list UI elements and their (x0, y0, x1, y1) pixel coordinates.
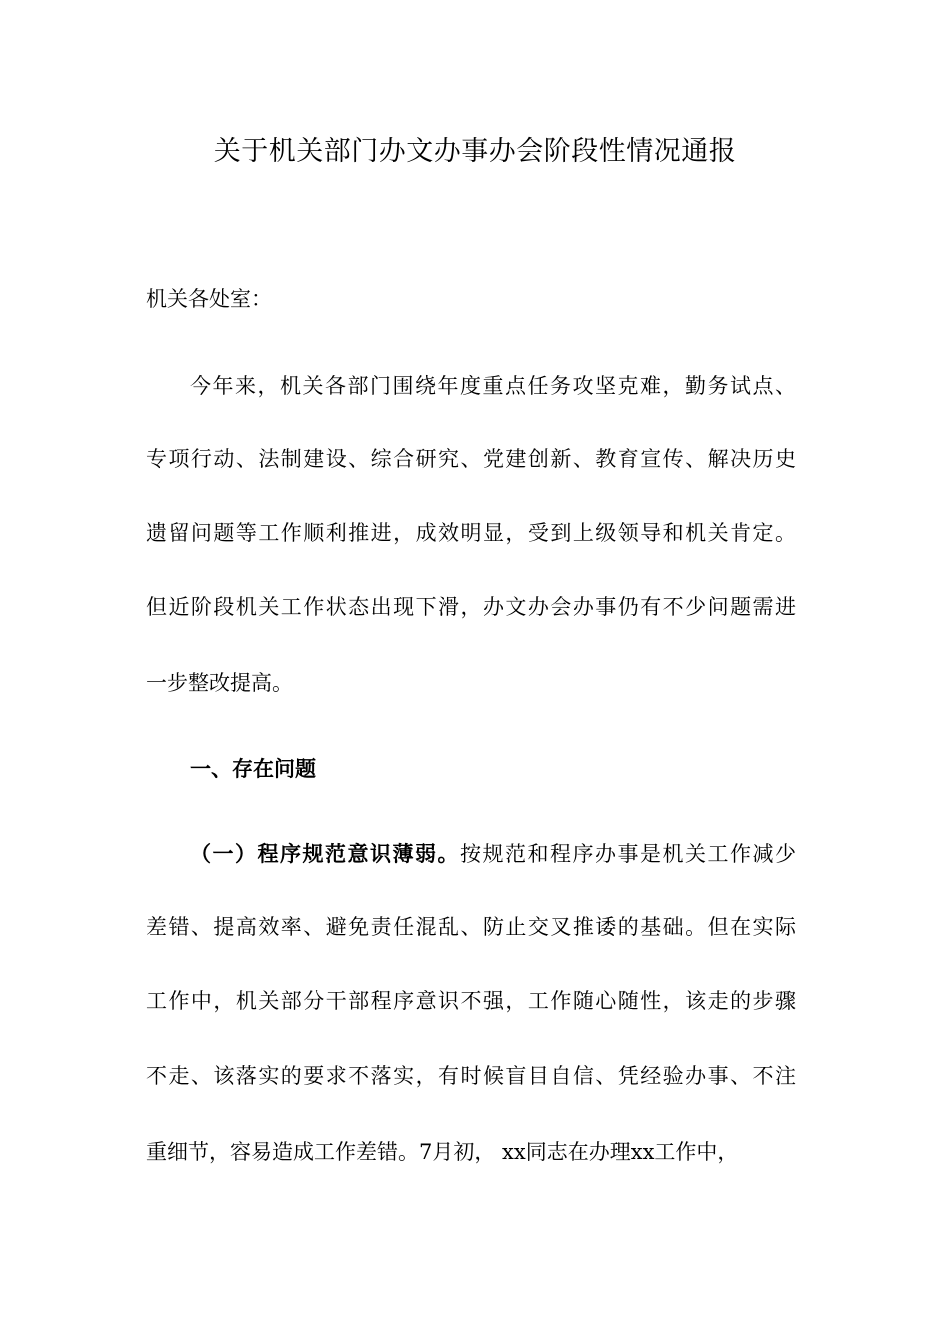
intro-line-4: 但近阶段机关工作状态出现下滑，办文办会办事仍有不少问题需进 (146, 595, 796, 619)
intro-line-1: 今年来，机关各部门围绕年度重点任务攻坚克难，勤务试点、 (190, 374, 796, 398)
item-1-line-3: 工作中，机关部分干部程序意识不强，工作随心随性，该走的步骤 (146, 989, 796, 1013)
item-1-first-line-rest: 按规范和程序办事是机关工作减少 (460, 842, 796, 866)
item-1-first-line (190, 836, 796, 872)
item-1-line-4: 不走、该落实的要求不落实，有时候盲目自信、凭经验办事、不注 (146, 1064, 796, 1088)
item-1-line-5: 重细节，容易造成工作差错。7月初， xx同志在办理xx工作中， (146, 1140, 739, 1164)
intro-line-5: 一步整改提高。 (146, 671, 293, 695)
document-title: 关于机关部门办文办事办会阶段性情况通报 (213, 136, 737, 167)
section-heading: 一、存在问题 (190, 757, 316, 781)
item-1-line-2: 差错、提高效率、避免责任混乱、防止交叉推诿的基础。但在实际 (146, 915, 796, 939)
item-1-bold-lead: （一）程序规范意识薄弱。 (190, 842, 460, 866)
intro-line-3: 遗留问题等工作顺利推进，成效明显，受到上级领导和机关肯定。 (146, 521, 796, 545)
salutation: 机关各处室： (146, 287, 272, 311)
intro-line-2: 专项行动、法制建设、综合研究、党建创新、教育宣传、解决历史 (146, 447, 796, 471)
